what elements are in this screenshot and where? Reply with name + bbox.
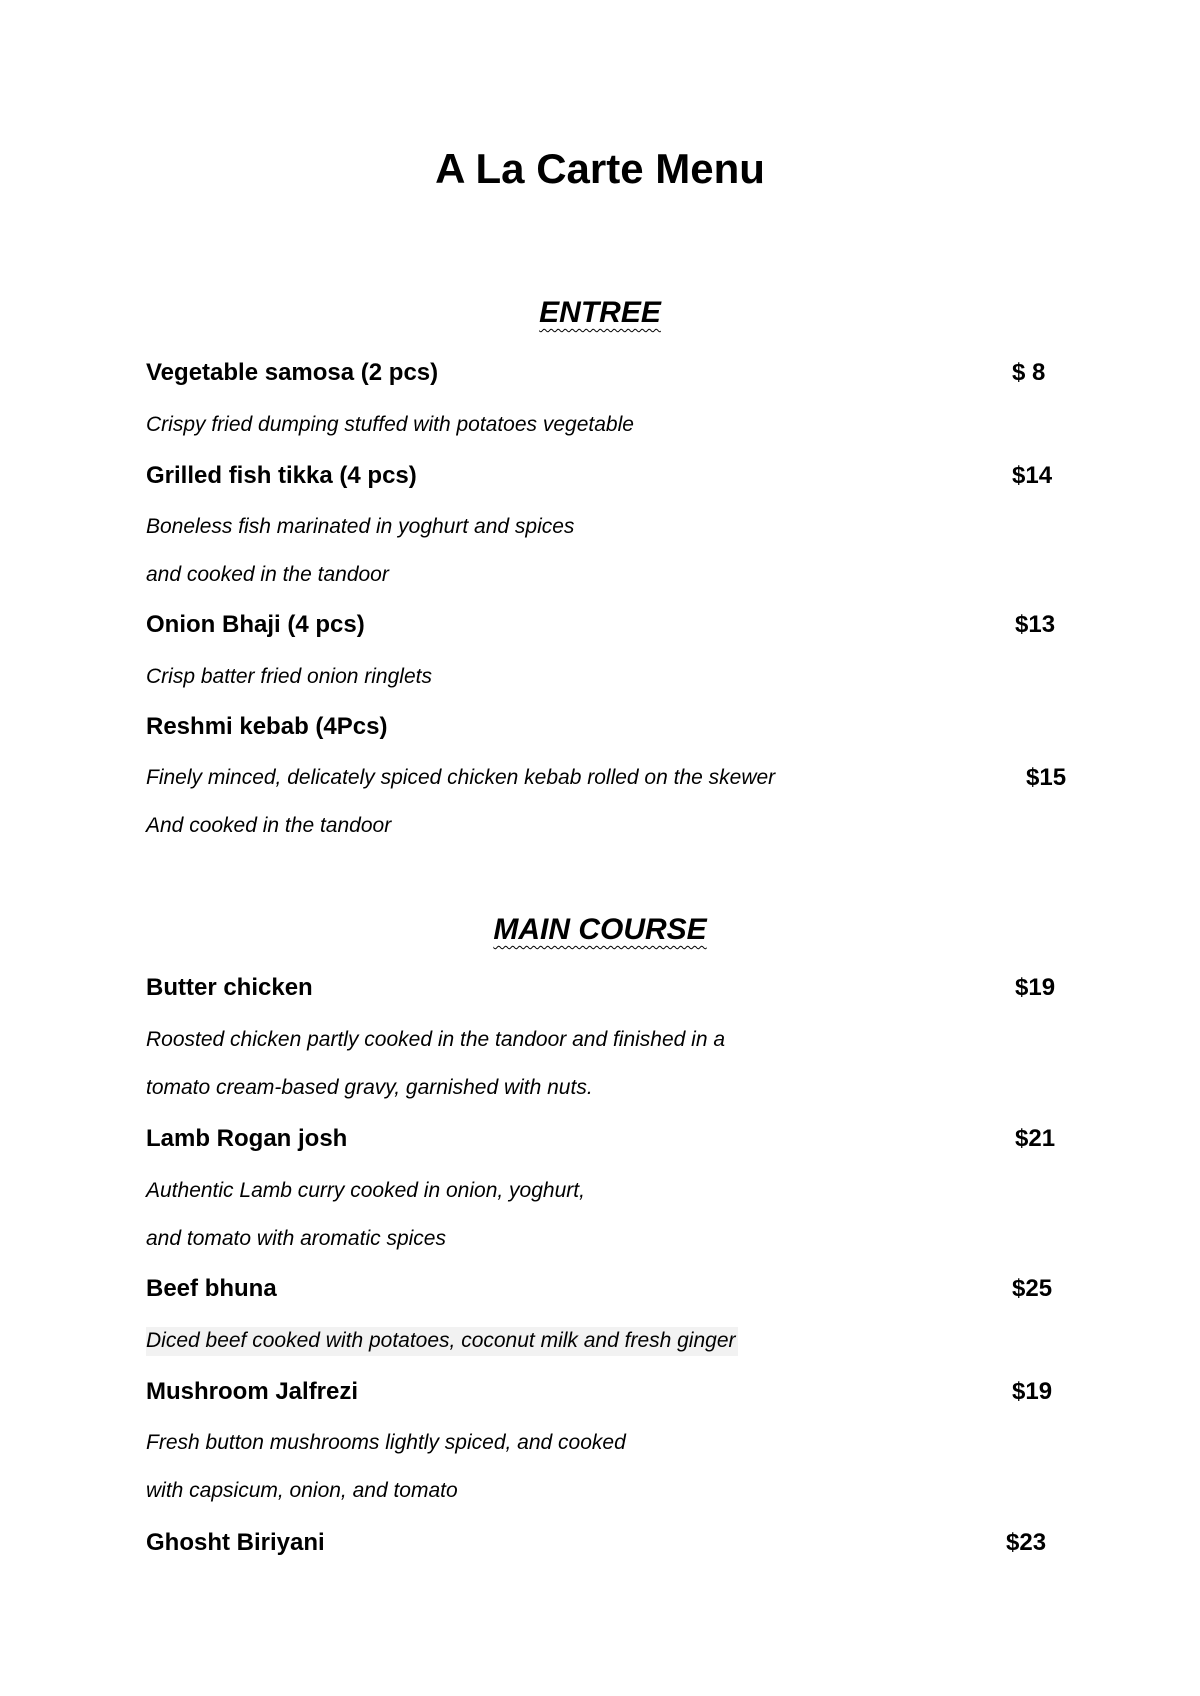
menu-item-name: Ghosht Biriyani [146,1529,325,1556]
menu-item-name: Lamb Rogan josh [146,1125,348,1152]
menu-item-description: with capsicum, onion, and tomato [146,1479,458,1502]
highlighted-description: Diced beef cooked with potatoes, coconut milk and fresh ginger [146,1327,738,1356]
menu-item-description: Roosted chicken partly cooked in the tandoor and finished in a [146,1028,726,1051]
menu-item-price: $21 [1015,1125,1056,1152]
menu-item-description: and cooked in the tandoor [146,563,389,586]
menu-item-price: $15 [1026,764,1067,791]
menu-item-name: Beef bhuna [146,1275,277,1302]
menu-item-price: $19 [1015,974,1056,1001]
menu-item-description: Finely minced, delicately spiced chicken kebab rolled on the skewer [146,766,776,789]
menu-item-price: $13 [1015,611,1056,638]
menu-item-price: $23 [1006,1529,1047,1556]
menu-item-name: Mushroom Jalfrezi [146,1378,359,1405]
menu-item-price: $14 [1012,462,1053,489]
menu-item-name: Onion Bhaji (4 pcs) [146,611,365,638]
menu-item-name: Reshmi kebab (4Pcs) [146,713,388,740]
section-heading-main-course [0,915,1200,945]
menu-item-price: $25 [1012,1275,1053,1302]
menu-item-description: Fresh button mushrooms lightly spiced, and cooked [146,1431,626,1454]
menu-item-name: Grilled fish tikka (4 pcs) [146,462,417,489]
menu-item-name: Vegetable samosa (2 pcs) [146,359,439,386]
menu-item-price: $19 [1012,1378,1053,1405]
page-title: A La Carte Menu [435,145,765,192]
menu-item-description: and tomato with aromatic spices [146,1227,446,1250]
menu-item-description: Authentic Lamb curry cooked in onion, yoghurt, [146,1179,585,1202]
menu-item-description [146,1330,738,1351]
section-heading-text: ENTREE [539,296,661,329]
menu-item-description: And cooked in the tandoor [146,814,392,837]
section-heading-entree [0,298,1200,328]
menu-item-description: Boneless fish marinated in yoghurt and spices [146,515,575,538]
menu-item-description: Crisp batter fried onion ringlets [146,665,432,688]
menu-item-price: $ 8 [1012,359,1046,386]
menu-item-description: Crispy fried dumping stuffed with potatoes vegetable [146,413,634,436]
menu-item-description: tomato cream-based gravy, garnished with nuts. [146,1076,593,1099]
section-heading-text: MAIN COURSE [493,913,707,946]
menu-item-name: Butter chicken [146,974,313,1001]
